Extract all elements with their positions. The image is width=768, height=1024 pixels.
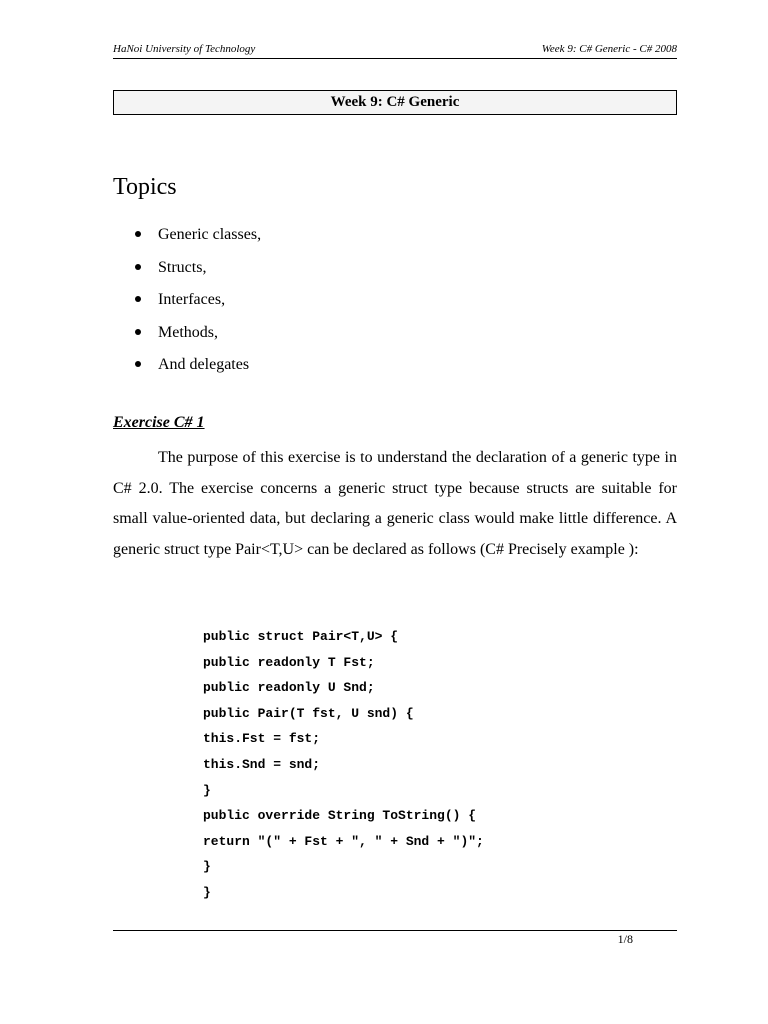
code-line: public readonly U Snd; [203, 680, 375, 696]
code-line: public readonly T Fst; [203, 654, 375, 670]
code-line: return "(" + Fst + ", " + Snd + ")"; [203, 833, 484, 849]
list-item-label: Interfaces, [158, 291, 226, 308]
document-title: Week 9: C# Generic [113, 90, 677, 115]
code-line: } [203, 782, 211, 798]
code-line: public override String ToString() { [203, 808, 477, 824]
code-line: this.Fst = fst; [203, 731, 321, 747]
code-line: } [203, 884, 211, 900]
list-item [113, 222, 261, 255]
list-item-label: And delegates [158, 356, 250, 373]
list-item [113, 287, 261, 320]
exercise-heading: Exercise C# 1 [113, 414, 205, 431]
list-item [113, 320, 261, 353]
bullet-icon [135, 296, 141, 302]
list-item [113, 255, 261, 288]
bullet-icon [135, 329, 141, 335]
footer-divider [113, 930, 677, 931]
bullet-icon [135, 264, 141, 270]
list-item-label: Structs, [158, 258, 207, 276]
list-item [113, 352, 261, 385]
topics-list [113, 222, 261, 385]
list-item-label: Methods, [158, 323, 218, 341]
header-institution: HaNoi University of Technology [113, 43, 256, 55]
list-item-label: Generic classes, [158, 226, 262, 243]
code-line: this.Snd = snd; [203, 756, 321, 772]
page-header [113, 42, 677, 59]
code-line: public Pair(T fst, U snd) { [203, 705, 414, 721]
code-block [203, 624, 484, 906]
code-line: public struct Pair<T,U> { [203, 629, 399, 644]
topics-heading: Topics [113, 174, 177, 200]
bullet-icon [135, 231, 141, 237]
page-number: 1/8 [617, 932, 633, 946]
code-line: } [203, 859, 211, 875]
bullet-icon [135, 361, 141, 367]
header-course: Week 9: C# Generic - C# 2008 [541, 43, 677, 55]
exercise-paragraph: The purpose of this exercise is to understand the declaration of a generic type in C# 2.0. The exercise concerns a generic struct type because structs are suitable for small value-oriented data, but declaring a generic class would make little difference. A generic struct type Pair<T,U> can be declared as follows (C# Precisely example ): [113, 449, 677, 558]
